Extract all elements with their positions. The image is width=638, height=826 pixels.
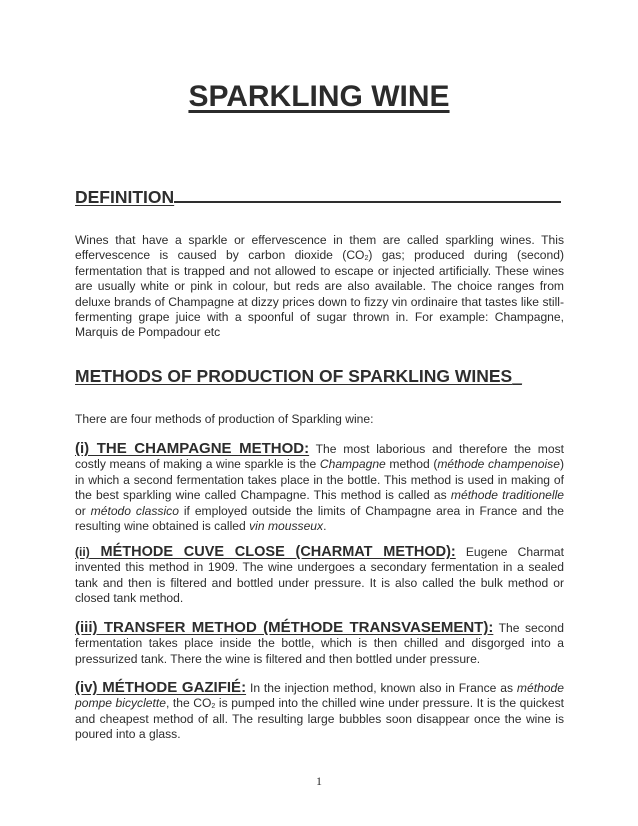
champagne-text-3: ) in which a second fermentation takes place in the bottle. This method is used in making of the best sparkling wine called Champagne. This method is called as <box>75 457 564 503</box>
definition-heading-text: DEFINITION <box>75 187 175 207</box>
page-title: SPARKLING WINE <box>188 80 450 113</box>
page-number: 1 <box>316 774 322 788</box>
champagne-italic-3: méthode traditionelle <box>450 488 564 503</box>
methods-heading-text: METHODS OF PRODUCTION OF SPARKLING WINES <box>75 366 513 386</box>
heading-rule <box>174 183 561 203</box>
champagne-italic-2: méthode champenoise <box>437 457 560 472</box>
champagne-text-2: method ( <box>385 457 438 472</box>
cuve-close-text: Eugene Charmat invented this method in 1909. The wine undergoes a secondary fermentation in a sealed tank and then is filtered and bottled under pressure. It is also called the bulk method or closed tank method. <box>75 545 564 606</box>
methods-intro-text: There are four methods of production of Sparkling wine: <box>75 412 374 426</box>
co2-subscript: 2 <box>364 255 369 263</box>
champagne-italic-5: vin mousseux <box>249 519 324 534</box>
cuve-close-section <box>75 545 564 607</box>
champagne-italic-4: método classico <box>90 503 179 518</box>
definition-paragraph <box>75 233 564 341</box>
gazifie-section <box>75 680 564 743</box>
co2-subscript: 2 <box>211 703 216 711</box>
gazifie-text-3: is pumped into the chilled wine under pressure. It is the quickest and cheapest method of all. The resulting large bubbles soon disappear once the wine is poured into a glass. <box>75 696 564 742</box>
transfer-text: The second fermentation takes place inside the bottle, which is then chilled and disgorged into a pressurized tank. There the wine is filtered and then bottled under pressure. <box>75 621 564 666</box>
definition-text-1: Wines that have a sparkle or effervescence in them are called sparkling wines. This effervescence is caused by carbon dioxide (CO <box>75 233 564 263</box>
champagne-text-1: The most laborious and therefore the most costly means of making a wine sparkle is the <box>75 442 565 472</box>
gazifie-italic: méthode pompe bicyclette <box>75 681 564 711</box>
methods-heading <box>75 366 522 387</box>
champagne-text-5: if employed outside the limits of Champagne area in France and the resulting wine obtained is called <box>75 503 564 534</box>
methods-intro <box>75 412 564 427</box>
champagne-method-section <box>75 441 564 534</box>
gazifie-text-1: In the injection method, known also in France as <box>246 681 517 695</box>
champagne-italic-1: Champagne <box>319 457 386 472</box>
gazifie-heading: (iv) MÉTHODE GAZIFIÉ: <box>75 679 247 696</box>
transfer-method-heading: (iii) TRANSFER METHOD (MÉTHODE TRANSVASEMENT): <box>75 619 494 636</box>
definition-text-2: ) gas; produced during (second) fermentation that is trapped and not allowed to escape or injected artificially. These wines are usually white or pink in colour, but reds are also available. The choice ranges from deluxe brands of Champagne at dizzy prices down to fizzy vin ordinaire that tastes like still-fermenting grape juice with a spoonful of sugar thrown in. For example: Champagne, Marquis de Pompadour etc <box>75 248 564 340</box>
definition-heading <box>75 183 561 208</box>
champagne-text-6: . <box>323 519 327 534</box>
champagne-text-4: or <box>75 503 91 518</box>
gazifie-text-2: , the CO <box>165 696 212 711</box>
champagne-method-heading: (i) THE CHAMPAGNE METHOD: <box>75 440 310 457</box>
cuve-close-heading-prefix: (ii) <box>75 545 90 559</box>
methods-heading-suffix: _ <box>512 366 522 386</box>
transfer-method-section <box>75 620 564 667</box>
cuve-close-heading: MÉTHODE CUVE CLOSE (CHARMAT METHOD): <box>89 544 456 560</box>
